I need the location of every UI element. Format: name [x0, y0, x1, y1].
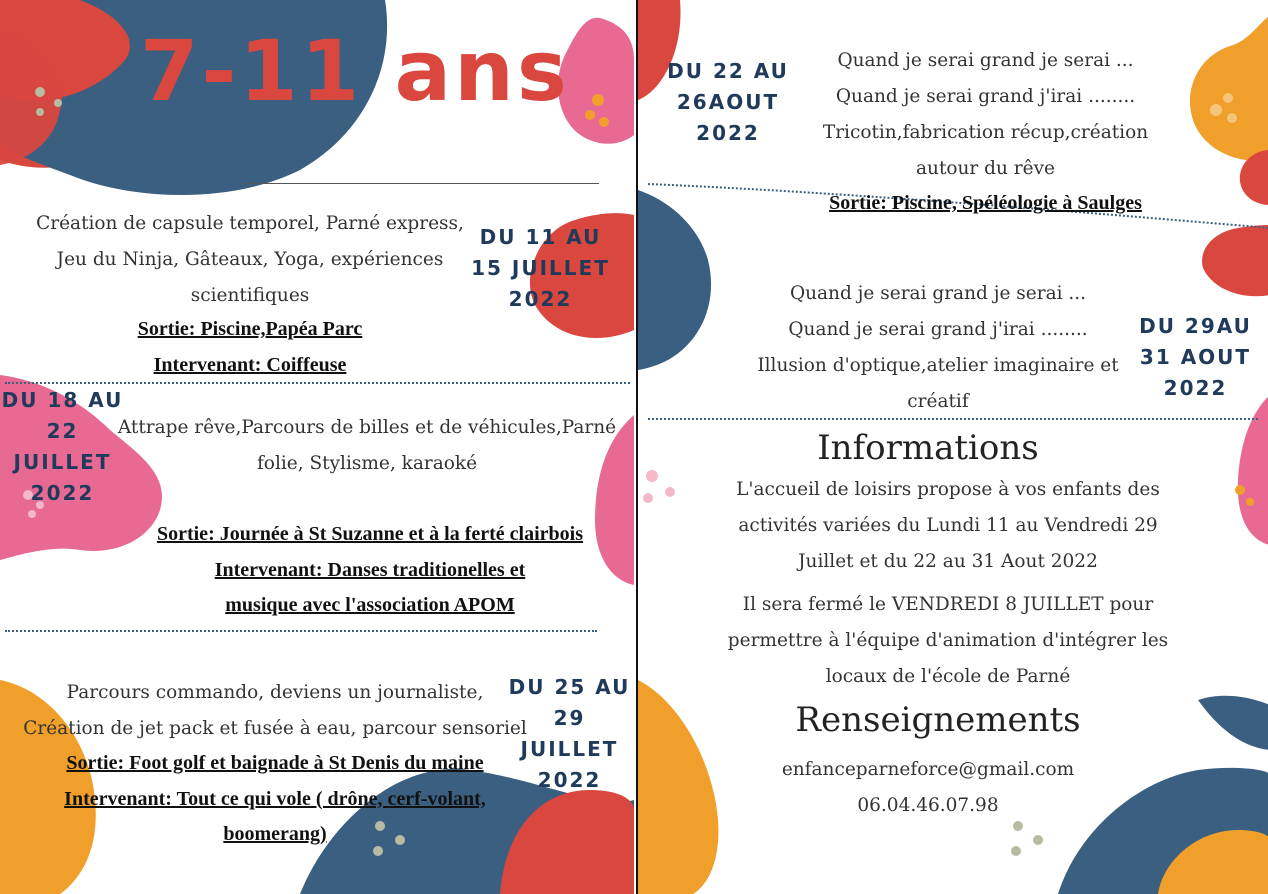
sage-dot — [373, 846, 383, 856]
week3-intervenant-line2: boomerang) — [223, 823, 327, 845]
pale-dot — [643, 493, 653, 503]
info-line: Il sera fermé le VENDREDI 8 JUILLET pour — [742, 594, 1154, 615]
section-divider — [5, 382, 630, 384]
week1-date — [468, 222, 613, 315]
orange-blob-bottom-left — [638, 680, 718, 894]
week3-intervenant-line1: Intervenant: Tout ce qui vole ( drône, cerf-volant, — [64, 788, 486, 810]
week4-date — [653, 56, 803, 149]
activity-line: Illusion d'optique,atelier imaginaire et — [757, 355, 1119, 376]
date-line: 31 AOUT — [1139, 345, 1252, 369]
week2-activities — [100, 410, 634, 482]
date-line: JUILLET — [520, 737, 619, 761]
info-line: locaux de l'école de Parné — [825, 666, 1071, 687]
pale-dot — [665, 487, 675, 497]
orange-dot-light — [1210, 104, 1222, 116]
right-page — [636, 0, 1268, 894]
orange-dot — [1246, 498, 1254, 506]
activity-line: Jeu du Ninja, Gâteaux, Yoga, expériences — [56, 249, 444, 270]
sage-dot — [54, 99, 62, 107]
navy-blob-bottom-right-top — [1198, 696, 1268, 750]
activity-line: créatif — [907, 391, 969, 412]
week5-activities — [738, 276, 1138, 420]
date-line: DU 25 AU — [508, 675, 631, 699]
week3-sortie: Sortie: Foot golf et baignade à St Denis du maine — [66, 752, 484, 774]
week2-intervenant-line2: musique avec l'association APOM — [225, 594, 515, 616]
orange-blob-top-right — [1190, 15, 1268, 161]
date-line: DU 11 AU — [479, 225, 602, 249]
activity-line: scientifiques — [190, 285, 310, 306]
date-line: DU 18 AU — [1, 388, 124, 412]
orange-dot — [599, 117, 609, 127]
orange-dot — [1235, 485, 1245, 495]
week2-intervenant-line1: Intervenant: Danses traditionelles et — [214, 559, 526, 581]
title-underline — [243, 183, 599, 184]
renseignements-heading: Renseignements — [795, 700, 1081, 740]
date-line: 2022 — [508, 287, 573, 311]
sage-dot — [35, 87, 45, 97]
pale-dot — [28, 510, 36, 518]
date-line: 22 — [46, 419, 79, 443]
age-group-title: 7-11 ans — [140, 22, 570, 120]
activity-line: Quand je serai grand j'irai ........ — [788, 319, 1088, 340]
info-line: L'accueil de loisirs propose à vos enfants des — [736, 479, 1160, 500]
date-line: 2022 — [696, 121, 760, 145]
activity-line: Quand je serai grand je serai ... — [837, 50, 1134, 71]
activity-line: Quand je serai grand je serai ... — [789, 283, 1087, 304]
activity-line: Quand je serai grand j'irai ........ — [835, 86, 1136, 107]
activity-line: Parcours commando, deviens un journaliste, — [66, 682, 484, 703]
informations-paragraph-1 — [678, 472, 1218, 580]
activity-line: autour du rêve — [916, 158, 1055, 179]
activity-line: folie, Stylisme, karaoké — [256, 453, 478, 474]
date-line: 15 JUILLET — [471, 256, 610, 280]
orange-dot — [585, 110, 595, 120]
contact-block — [728, 752, 1128, 824]
date-line: 2022 — [537, 768, 602, 792]
informations-paragraph-2 — [678, 587, 1218, 695]
activity-line: Tricotin,fabrication récup,création — [822, 122, 1149, 143]
week4-sortie: Sortie: Piscine, Spéléologie à Saulges — [829, 192, 1142, 214]
sage-dot — [1011, 846, 1021, 856]
date-line: DU 29AU — [1139, 314, 1252, 338]
activity-line: Création de capsule temporel, Parné express, — [36, 213, 464, 234]
contact-phone[interactable]: 06.04.46.07.98 — [857, 795, 999, 816]
week2-sortie: Sortie: Journée à St Suzanne et à la ferté clairbois — [156, 523, 584, 545]
orange-dot — [592, 94, 604, 106]
date-line: 2022 — [30, 481, 95, 505]
info-line: permettre à l'équipe d'animation d'intégrer les — [727, 630, 1169, 651]
date-line: DU 22 AU — [667, 59, 789, 83]
week3-date — [505, 672, 634, 796]
week1-activities — [10, 206, 490, 314]
week4-activities — [788, 43, 1183, 187]
activity-line: Création de jet pack et fusée à eau, parcour sensoriel — [23, 718, 527, 739]
week3-activities — [0, 675, 550, 747]
sage-dot — [36, 108, 44, 116]
date-line: 26AOUT — [676, 90, 780, 114]
info-line: Juillet et du 22 au 31 Aout 2022 — [798, 551, 1098, 572]
pale-dot — [646, 470, 658, 482]
sage-dot — [1033, 835, 1043, 845]
date-line: 29 — [553, 706, 586, 730]
date-line: JUILLET — [13, 450, 112, 474]
informations-heading: Informations — [817, 428, 1039, 468]
info-line: activités variées du Lundi 11 au Vendredi 29 — [738, 515, 1158, 536]
orange-dot-light — [1227, 113, 1237, 123]
week1-sortie: Sortie: Piscine,Papéa Parc — [137, 318, 363, 340]
orange-dot-light — [1223, 93, 1233, 103]
contact-email[interactable]: enfanceparneforce@gmail.com — [781, 759, 1075, 780]
section-divider — [5, 630, 597, 632]
section-divider — [648, 418, 1258, 420]
activity-line: Attrape rêve,Parcours de billes et de véhicules,Parné — [117, 417, 617, 438]
week1-intervenant: Intervenant: Coiffeuse — [153, 354, 347, 376]
date-line: 2022 — [1163, 376, 1228, 400]
week5-date — [1128, 311, 1263, 404]
